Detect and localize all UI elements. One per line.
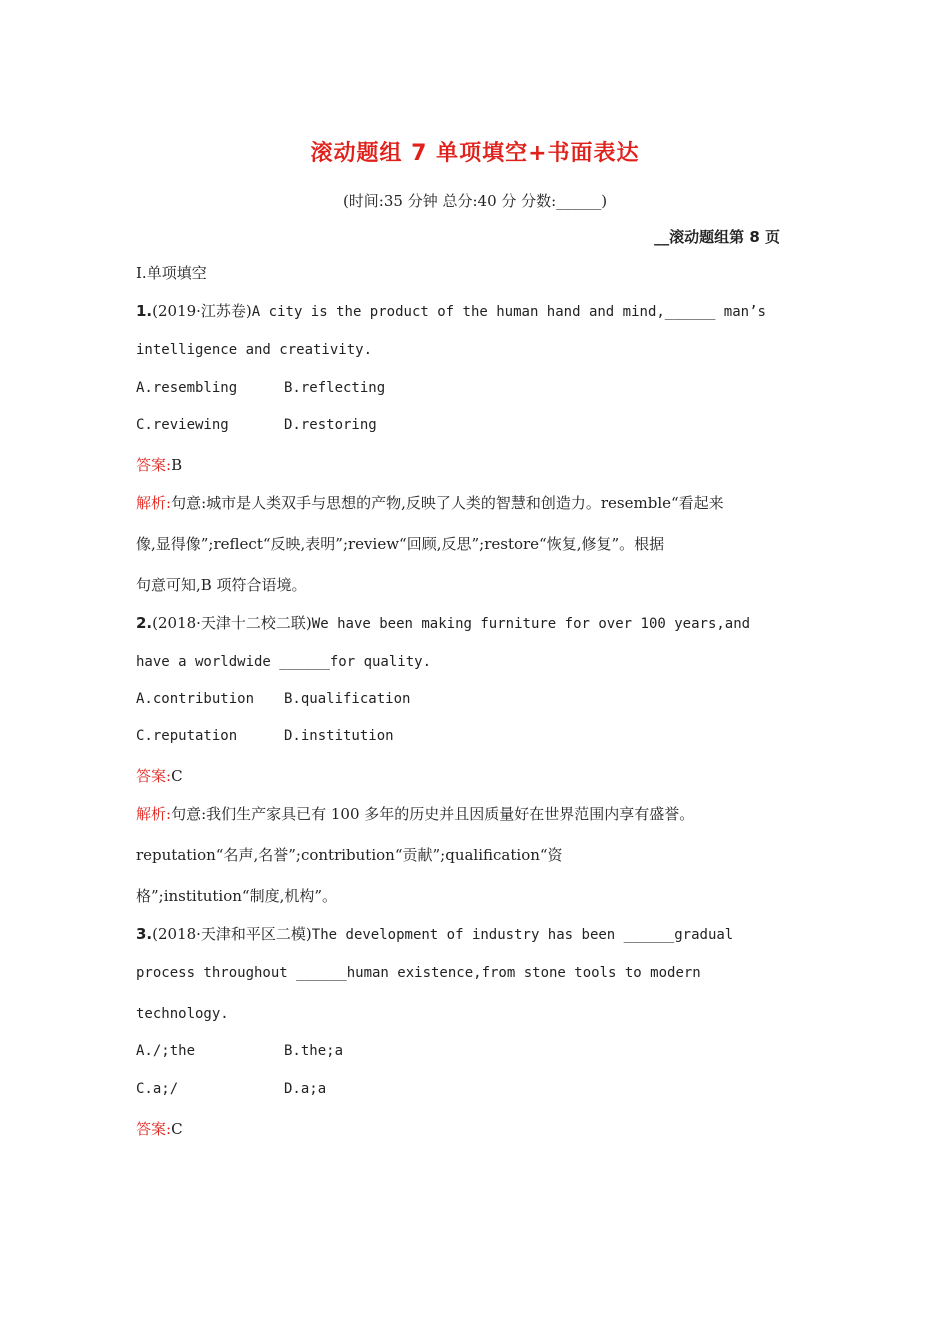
question-number: 1. bbox=[136, 302, 153, 320]
section-heading: Ⅰ.单项填空 bbox=[136, 264, 207, 282]
option-d: D.institution bbox=[284, 728, 394, 744]
option-d: D.a;a bbox=[284, 1081, 327, 1097]
question-1-analysis-line-1 bbox=[136, 492, 724, 513]
question-1-analysis-line-2: 像,显得像”;reflect“反映,表明”;review“回顾,反思”;restore“恢复,修复”。根据 bbox=[136, 535, 665, 553]
question-1-analysis-line-3: 句意可知,B 项符合语境。 bbox=[136, 576, 307, 594]
question-text: We have been making furniture for over 100 years,and bbox=[311, 616, 751, 632]
answer-label: 答案: bbox=[136, 1120, 172, 1138]
option-b: B.reflecting bbox=[284, 380, 386, 396]
question-1-line-2: intelligence and creativity. bbox=[136, 342, 373, 358]
question-number: 2. bbox=[136, 614, 153, 632]
page-title: 滚动题组 7 单项填空+书面表达 bbox=[310, 141, 640, 166]
analysis-text: 句意:我们生产家具已有 100 多年的历史并且因质量好在世界范围内享有盛誉。 bbox=[171, 805, 695, 823]
question-source: (2018·天津十二校二联) bbox=[152, 614, 312, 632]
analysis-text: 句意:城市是人类双手与思想的产物,反映了人类的智慧和创造力。resemble“看起来 bbox=[171, 494, 724, 512]
answer-label: 答案: bbox=[136, 456, 172, 474]
option-b: B.the;a bbox=[284, 1043, 344, 1059]
question-text: A city is the product of the human hand and mind,______ man’s bbox=[251, 304, 766, 320]
option-a: A./;the bbox=[136, 1043, 196, 1059]
question-1-line-1 bbox=[136, 300, 766, 321]
answer-value: C bbox=[171, 1120, 183, 1138]
question-2-line-2: have a worldwide ______for quality. bbox=[136, 654, 432, 670]
question-source: (2019·江苏卷) bbox=[152, 302, 252, 320]
question-2-analysis-line-1 bbox=[136, 803, 694, 824]
question-1-options-ab bbox=[136, 380, 385, 396]
analysis-label: 解析: bbox=[136, 494, 172, 512]
question-1-answer bbox=[136, 454, 182, 475]
question-1-options-cd bbox=[136, 417, 377, 433]
question-2-analysis-line-2: reputation“名声,名誉”;contribution“贡献”;qualification“资 bbox=[136, 846, 563, 864]
question-2-answer bbox=[136, 765, 183, 786]
answer-value: B bbox=[171, 456, 183, 474]
question-2-analysis-line-3: 格”;institution“制度,机构”。 bbox=[136, 887, 338, 905]
option-b: B.qualification bbox=[284, 691, 411, 707]
question-3-options-cd bbox=[136, 1081, 326, 1097]
option-c: C.reviewing bbox=[136, 417, 229, 433]
question-2-options-cd bbox=[136, 728, 394, 744]
question-3-options-ab bbox=[136, 1043, 343, 1059]
answer-value: C bbox=[171, 767, 183, 785]
option-a: A.contribution bbox=[136, 691, 255, 707]
option-a: A.resembling bbox=[136, 380, 238, 396]
exam-meta: (时间:35 分钟 总分:40 分 分数:______) bbox=[342, 192, 608, 210]
question-number: 3. bbox=[136, 925, 153, 943]
question-3-line-2: process throughout ______human existence,from stone tools to modern bbox=[136, 965, 701, 981]
question-3-line-3: technology. bbox=[136, 1006, 229, 1022]
answer-label: 答案: bbox=[136, 767, 172, 785]
question-text: The development of industry has been ______gradual bbox=[311, 927, 734, 943]
question-2-options-ab bbox=[136, 691, 410, 707]
question-source: (2018·天津和平区二模) bbox=[152, 925, 312, 943]
option-c: C.a;/ bbox=[136, 1081, 179, 1097]
question-3-line-1 bbox=[136, 923, 733, 944]
page-reference: __滚动题组第 8 页 bbox=[654, 228, 780, 246]
analysis-label: 解析: bbox=[136, 805, 172, 823]
option-c: C.reputation bbox=[136, 728, 238, 744]
question-3-answer bbox=[136, 1118, 183, 1139]
question-2-line-1 bbox=[136, 612, 750, 633]
option-d: D.restoring bbox=[284, 417, 377, 433]
